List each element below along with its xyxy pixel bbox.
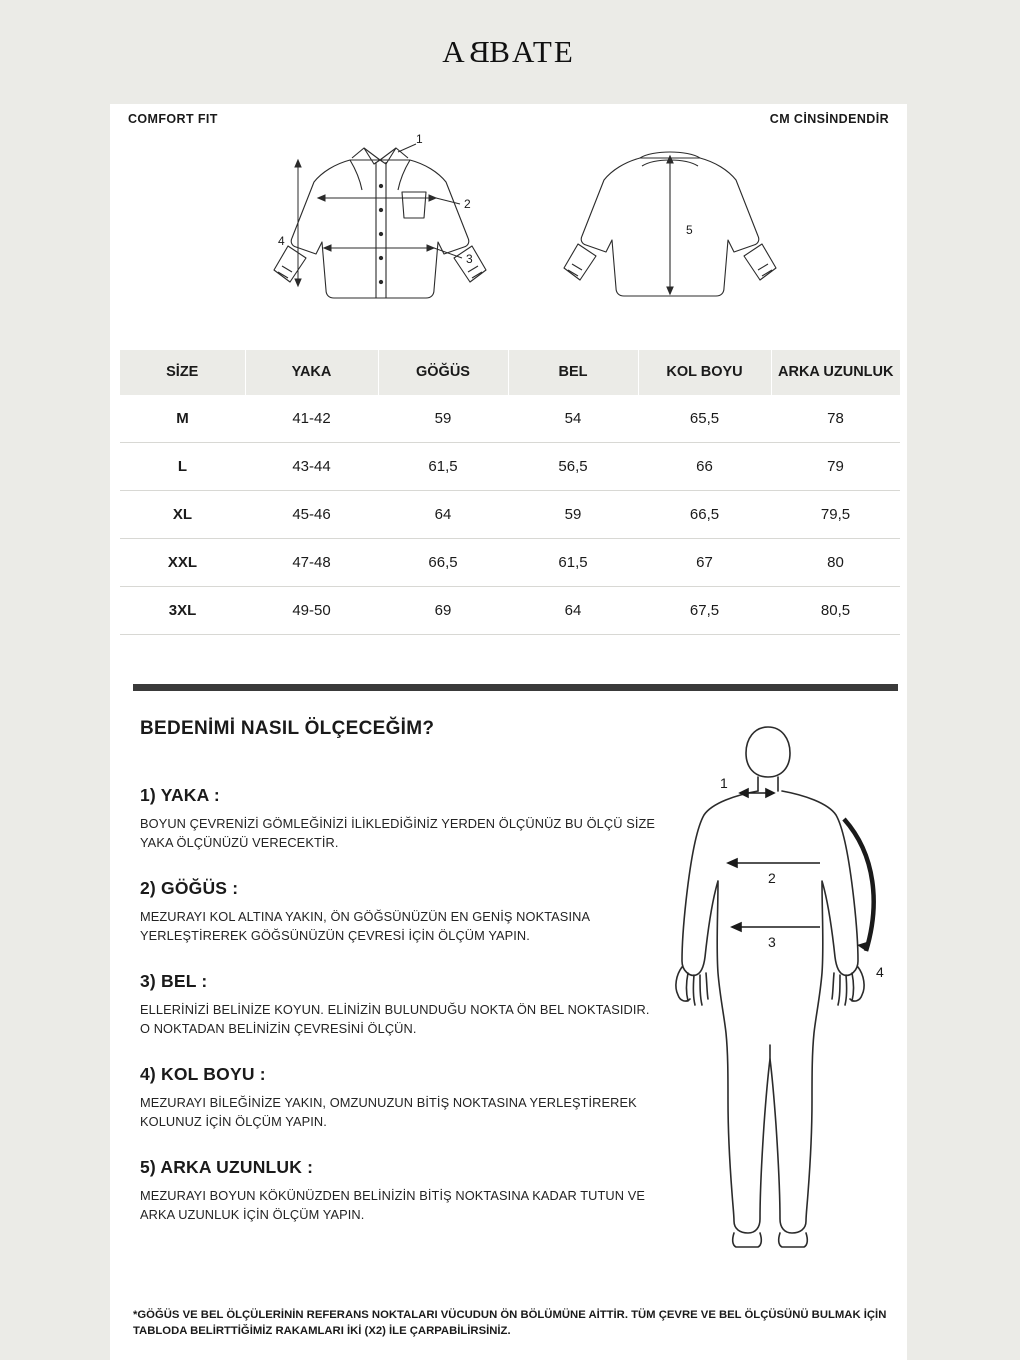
cell-size: M [120, 395, 245, 443]
unit-label: CM CİNSİNDENDİR [769, 112, 889, 126]
instruction-item-gogus [140, 878, 660, 945]
cell-yaka: 41-42 [245, 395, 378, 443]
cell-bel: 61,5 [508, 539, 638, 587]
cell-yaka: 43-44 [245, 443, 378, 491]
cell-kol-boyu: 66 [638, 443, 771, 491]
body-diagram [640, 715, 930, 1255]
body-label-4: 4 [876, 964, 884, 980]
fit-label: COMFORT FIT [128, 112, 218, 126]
instruction-heading: 1) YAKA : [140, 785, 220, 805]
body-label-1: 1 [720, 775, 728, 791]
table-row [120, 443, 900, 491]
footnote: *GÖĞÜS VE BEL ÖLÇÜLERİNİN REFERANS NOKTALARI VÜCUDUN ÖN BÖLÜMÜNE AİTTİR. TÜM ÇEVRE VE BEL ÖLÇÜSÜNÜ BULMAK İÇİN TABLODA BELİRTTİĞİMİZ RAKAMLARI İKİ (X2) İLE ÇARPABİLİRSİNİZ. [133, 1309, 887, 1338]
cell-bel: 59 [508, 491, 638, 539]
table-header-row [120, 350, 900, 395]
cell-arka-uzunluk: 79,5 [771, 491, 900, 539]
col-header-kol-boyu: KOL BOYU [638, 350, 771, 395]
cell-yaka: 45-46 [245, 491, 378, 539]
cell-kol-boyu: 67 [638, 539, 771, 587]
instruction-text: MEZURAYI BOYUN KÖKÜNÜZDEN BELİNİZİN BİTİŞ NOKTASINA KADAR TUTUN VE ARKA UZUNLUK İÇİN ÖLÇÜM YAPIN. [140, 1188, 646, 1222]
cell-kol-boyu: 67,5 [638, 587, 771, 635]
body-diagram-svg [640, 715, 930, 1255]
shirt-label-5: 5 [686, 223, 693, 237]
left-margin-band [0, 0, 110, 1360]
shirt-diagram-svg [230, 130, 790, 330]
shirt-label-3: 3 [466, 252, 473, 266]
cell-size: XL [120, 491, 245, 539]
col-header-bel: BEL [508, 350, 638, 395]
body-label-3: 3 [768, 934, 776, 950]
col-header-size: SİZE [120, 350, 245, 395]
section-divider [133, 684, 898, 691]
instruction-item-yaka [140, 785, 660, 852]
table-row [120, 395, 900, 443]
cell-yaka: 47-48 [245, 539, 378, 587]
cell-bel: 56,5 [508, 443, 638, 491]
cell-arka-uzunluk: 80 [771, 539, 900, 587]
instruction-text: BOYUN ÇEVRENİZİ GÖMLEĞİNİZİ İLİKLEDİĞİNİZ YERDEN ÖLÇÜNÜZ BU ÖLÇÜ SİZE YAKA ÖLÇÜNÜZÜ VERECEKTİR. [140, 816, 656, 850]
instruction-item-arka-uzunluk [140, 1157, 660, 1224]
cell-gogus: 64 [378, 491, 508, 539]
table-row [120, 491, 900, 539]
instruction-heading: 4) KOL BOYU : [140, 1064, 266, 1085]
instruction-heading: 3) BEL : [140, 971, 208, 992]
shirt-label-1: 1 [416, 132, 423, 146]
instruction-item-bel [140, 971, 660, 1038]
instruction-text: ELLERİNİZİ BELİNİZE KOYUN. ELİNİZİN BULUNDUĞU NOKTA ÖN BEL NOKTASIDIR. O NOKTADAN BELİNİZİN ÇEVRESİNİ ÖLÇÜN. [140, 1002, 650, 1036]
col-header-gogus: GÖĞÜS [378, 350, 508, 395]
cell-size: 3XL [120, 587, 245, 635]
cell-yaka: 49-50 [245, 587, 378, 635]
brand-logo: ABBATE [442, 34, 575, 69]
instruction-heading: 2) GÖĞÜS : [140, 878, 239, 899]
shirt-label-4: 4 [278, 234, 285, 248]
cell-bel: 64 [508, 587, 638, 635]
cell-arka-uzunluk: 78 [771, 395, 900, 443]
instruction-text: MEZURAYI KOL ALTINA YAKIN, ÖN GÖĞSÜNÜZÜN EN GENİŞ NOKTASINA YERLEŞTİREREK GÖĞSÜNÜZÜN ÇEVRESİ İÇİN ÖLÇÜM YAPIN. [140, 909, 590, 943]
table-row [120, 539, 900, 587]
cell-kol-boyu: 66,5 [638, 491, 771, 539]
howto-title: BEDENİMİ NASIL ÖLÇECEĞİM? [140, 718, 435, 739]
instruction-heading: 5) ARKA UZUNLUK : [140, 1157, 314, 1178]
cell-arka-uzunluk: 80,5 [771, 587, 900, 635]
cell-gogus: 66,5 [378, 539, 508, 587]
cell-gogus: 59 [378, 395, 508, 443]
instructions-list [140, 785, 660, 1224]
col-header-yaka: YAKA [245, 350, 378, 395]
shirt-label-2: 2 [464, 197, 471, 211]
instruction-text: MEZURAYI BİLEĞİNİZE YAKIN, OMZUNUZUN BİTİŞ NOKTASINA YERLEŞTİREREK KOLUNUZ İÇİN ÖLÇÜM YAPIN. [140, 1095, 637, 1129]
cell-gogus: 69 [378, 587, 508, 635]
cell-arka-uzunluk: 79 [771, 443, 900, 491]
header-band [110, 0, 907, 104]
cell-size: XXL [120, 539, 245, 587]
shirt-diagram [230, 130, 790, 330]
body-label-2: 2 [768, 870, 776, 886]
table-row [120, 587, 900, 635]
cell-gogus: 61,5 [378, 443, 508, 491]
cell-kol-boyu: 65,5 [638, 395, 771, 443]
col-header-arka-uzunluk: ARKA UZUNLUK [771, 350, 900, 395]
cell-bel: 54 [508, 395, 638, 443]
size-table [120, 350, 900, 635]
instruction-item-kol-boyu [140, 1064, 660, 1131]
cell-size: L [120, 443, 245, 491]
subheader [110, 112, 907, 126]
